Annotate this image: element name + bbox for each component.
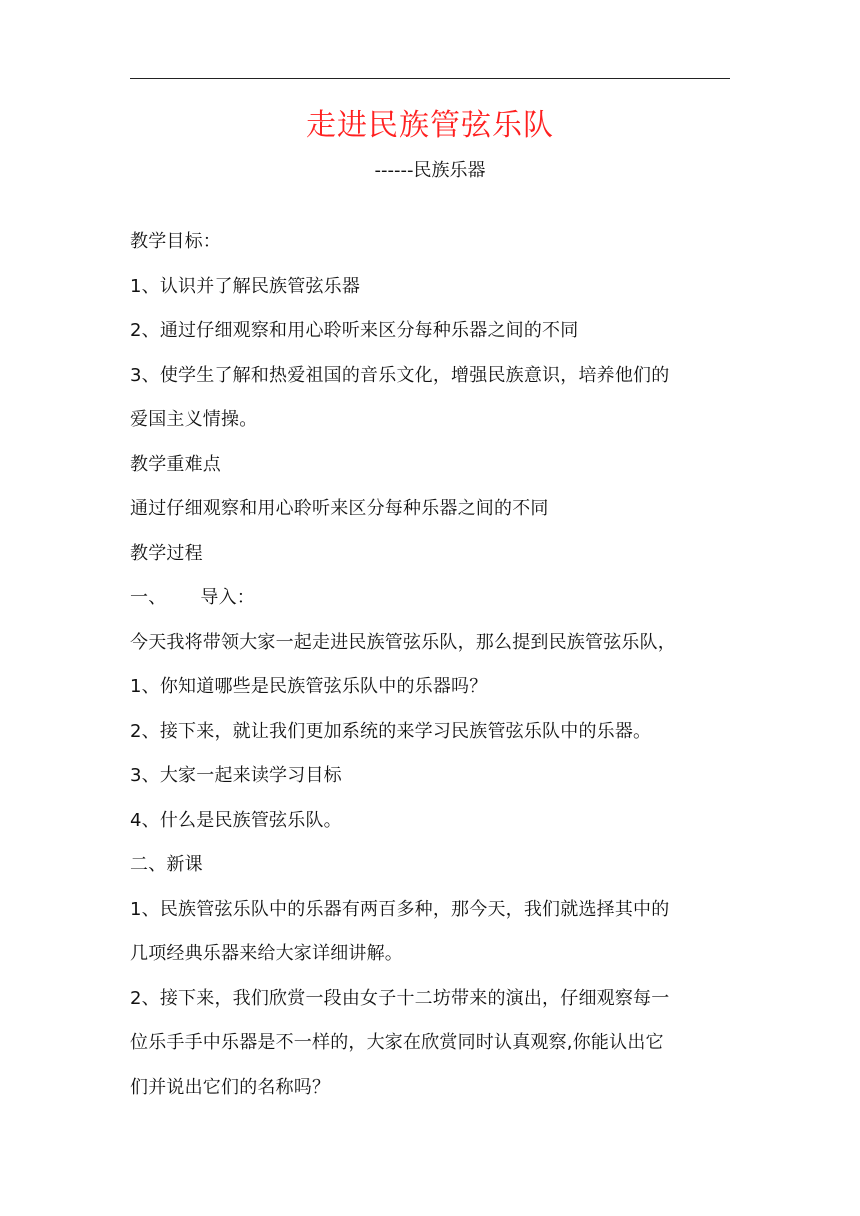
line-intro-4: 4、什么是民族管弦乐队。 [130,809,342,831]
line-new-2-cont-b: 们并说出它们的名称吗？ [130,1076,331,1098]
line-new-1-cont: 几项经典乐器来给大家详细讲解。 [130,943,403,964]
intro-number: 一、 [130,587,167,608]
line-key-points: 通过仔细观察和用心聆听来区分每种乐器之间的不同 [130,498,549,519]
line-goal-2: 2、通过仔细观察和用心聆听来区分每种乐器之间的不同 [130,320,579,341]
line-process-heading: 教学过程 [130,542,203,564]
line-intro-heading [130,584,730,629]
line-goal-3-cont: 爱国主义情操。 [130,409,258,430]
line-goal-1: 1、认识并了解民族管弦乐器 [130,275,361,297]
intro-label: 导入： [200,587,256,608]
line-goal-3: 3、使学生了解和热爱祖国的音乐文化，增强民族意识，培养他们的 [130,364,670,386]
line-intro-1: 1、你知道哪些是民族管弦乐队中的乐器吗？ [130,676,488,697]
line-intro-2: 2、接下来，就让我们更加系统的来学习民族管弦乐队中的乐器。 [130,720,652,742]
document-subtitle: ------民族乐器 [374,160,486,181]
header-rule [130,78,730,79]
line-new-2-cont-a: 位乐手手中乐器是不一样的，大家在欣赏同时认真观察,你能认出它 [130,1032,664,1053]
document-title: 走进民族管弦乐队 [306,108,554,143]
line-new-1: 1、民族管弦乐队中的乐器有两百多种，那今天，我们就选择其中的 [130,898,670,920]
document-body [130,228,730,1118]
line-new-lesson-heading: 二、新课 [130,854,203,875]
line-key-points-heading: 教学重难点 [130,453,221,475]
line-intro-3: 3、大家一起来读学习目标 [130,765,342,786]
line-new-2: 2、接下来，我们欣赏一段由女子十二坊带来的演出，仔细观察每一 [130,987,670,1009]
line-intro-text: 今天我将带领大家一起走进民族管弦乐队，那么提到民族管弦乐队， [130,631,676,653]
line-teaching-goals-heading: 教学目标： [130,231,221,252]
